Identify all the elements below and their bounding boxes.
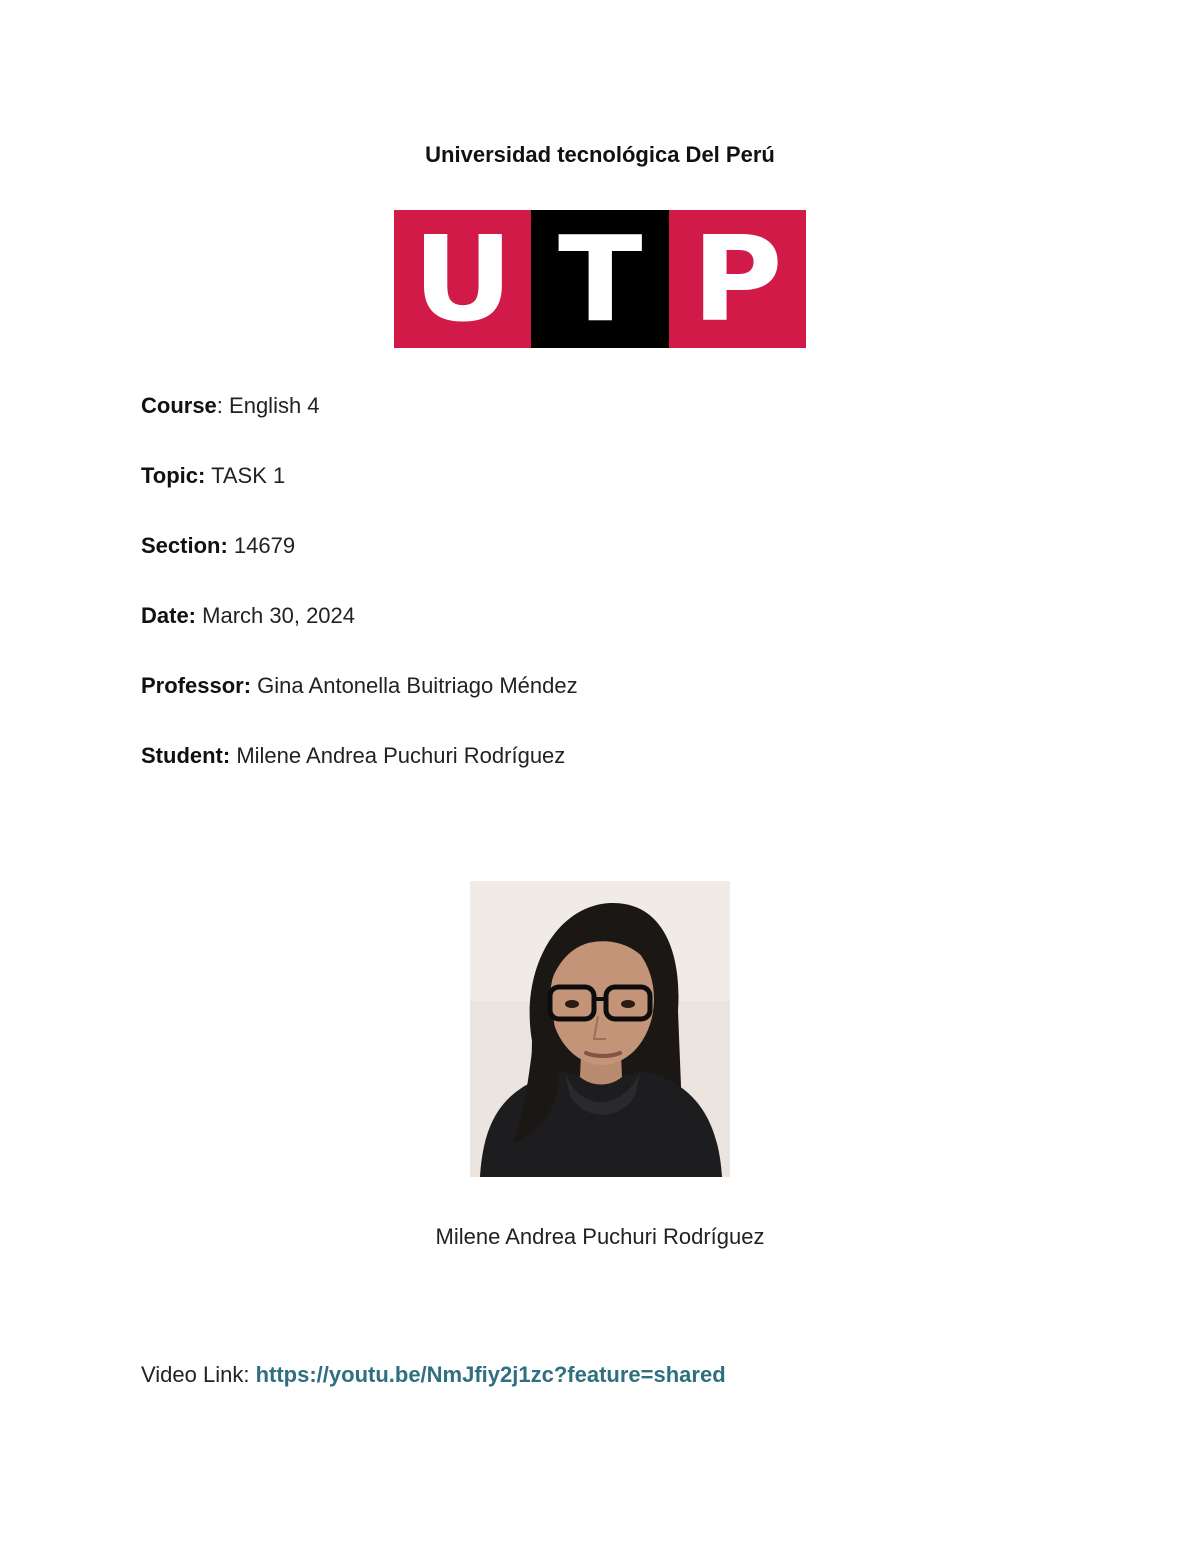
student-portrait-icon: [470, 881, 730, 1177]
logo-letter-u: U: [412, 210, 513, 348]
field-date-label: Date:: [141, 603, 197, 628]
field-professor-label: Professor:: [141, 673, 252, 698]
logo-letter-p: P: [691, 210, 783, 348]
logo-block-t: [531, 210, 668, 348]
field-section-label: Section:: [141, 533, 228, 558]
field-course-separator: :: [216, 393, 230, 418]
field-date: [141, 603, 355, 629]
logo-block-u: [394, 210, 531, 348]
field-course-label: Course: [141, 393, 217, 418]
university-title: Universidad tecnológica Del Perú: [425, 142, 775, 167]
field-section: [141, 533, 295, 559]
video-link-line: [141, 1362, 726, 1388]
student-photo: [470, 881, 730, 1177]
field-course-value: English 4: [229, 393, 320, 418]
video-link-label: Video Link:: [141, 1362, 256, 1387]
field-student: [141, 743, 565, 769]
logo-block-p: [669, 210, 806, 348]
field-date-value: March 30, 2024: [202, 603, 356, 628]
field-professor-value: Gina Antonella Buitriago Méndez: [257, 673, 578, 698]
field-professor: [141, 673, 578, 699]
field-section-value: 14679: [233, 533, 296, 558]
field-course: [141, 393, 320, 419]
field-topic-value: TASK 1: [211, 463, 286, 488]
logo-letter-t: T: [557, 210, 643, 348]
photo-caption: Milene Andrea Puchuri Rodríguez: [435, 1224, 765, 1249]
field-topic-label: Topic:: [141, 463, 206, 488]
field-student-value: Milene Andrea Puchuri Rodríguez: [236, 743, 566, 768]
field-student-label: Student:: [141, 743, 231, 768]
utp-logo: [394, 210, 806, 348]
field-topic: [141, 463, 285, 489]
video-link[interactable]: https://youtu.be/NmJfiy2j1zc?feature=shared: [255, 1362, 726, 1387]
